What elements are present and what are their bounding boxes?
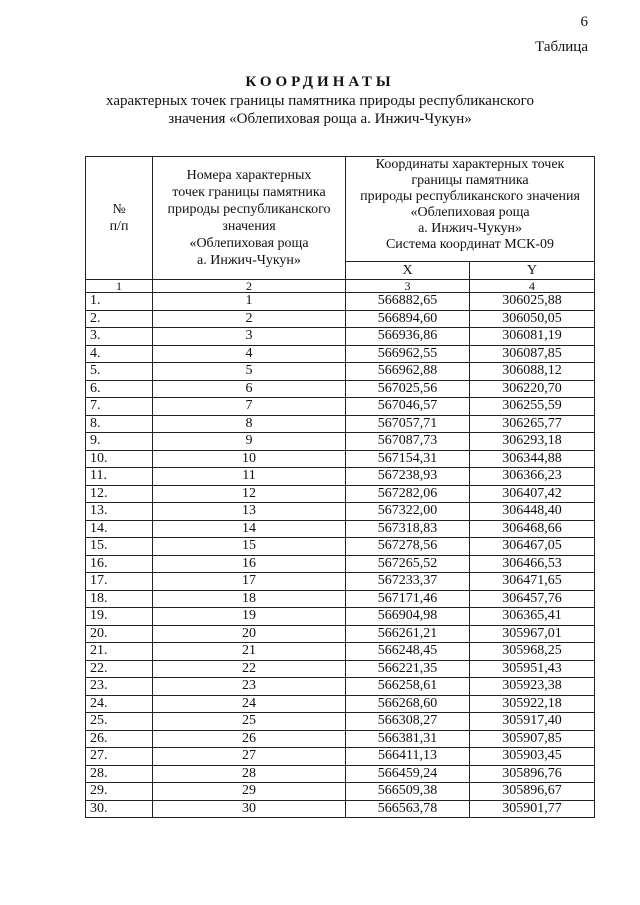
point-number-cell: 3 [153, 328, 346, 346]
y-coordinate-cell: 306081,19 [470, 328, 595, 346]
point-number-cell: 16 [153, 555, 346, 573]
y-coordinate-cell: 305922,18 [470, 695, 595, 713]
point-number-cell: 7 [153, 398, 346, 416]
point-number-cell: 24 [153, 695, 346, 713]
y-coordinate-cell: 305901,77 [470, 800, 595, 818]
point-number-cell: 6 [153, 380, 346, 398]
table-row [86, 695, 595, 713]
point-number-cell: 12 [153, 485, 346, 503]
row-number-cell: 15. [86, 538, 153, 556]
point-number-cell: 8 [153, 415, 346, 433]
y-coordinate-cell: 306366,23 [470, 468, 595, 486]
table-row [86, 800, 595, 818]
y-coordinate-cell: 306255,59 [470, 398, 595, 416]
x-coordinate-cell: 566258,61 [346, 678, 470, 696]
column-index-1: 1 [86, 280, 153, 293]
x-coordinate-cell: 567322,00 [346, 503, 470, 521]
point-number-cell: 2 [153, 310, 346, 328]
x-coordinate-cell: 567238,93 [346, 468, 470, 486]
y-coordinate-cell: 306467,05 [470, 538, 595, 556]
point-number-cell: 1 [153, 293, 346, 311]
point-number-cell: 28 [153, 765, 346, 783]
point-number-cell: 26 [153, 730, 346, 748]
point-number-cell: 22 [153, 660, 346, 678]
row-number-cell: 5. [86, 363, 153, 381]
table-row [86, 520, 595, 538]
y-coordinate-cell: 306468,66 [470, 520, 595, 538]
y-coordinate-cell: 306407,42 [470, 485, 595, 503]
table-row [86, 345, 595, 363]
row-number-cell: 28. [86, 765, 153, 783]
row-number-cell: 7. [86, 398, 153, 416]
y-coordinate-cell: 306265,77 [470, 415, 595, 433]
table-row [86, 555, 595, 573]
table-body [86, 293, 595, 818]
x-coordinate-cell: 566904,98 [346, 608, 470, 626]
x-coordinate-cell: 566962,55 [346, 345, 470, 363]
table-row [86, 380, 595, 398]
table-row [86, 293, 595, 311]
table-row [86, 608, 595, 626]
y-coordinate-cell: 305907,85 [470, 730, 595, 748]
point-number-cell: 29 [153, 783, 346, 801]
row-number-cell: 2. [86, 310, 153, 328]
y-coordinate-cell: 305917,40 [470, 713, 595, 731]
table-row [86, 415, 595, 433]
table-row [86, 678, 595, 696]
point-number-cell: 13 [153, 503, 346, 521]
table-row [86, 573, 595, 591]
table-label: Таблица [535, 39, 588, 55]
table-row [86, 783, 595, 801]
x-coordinate-cell: 567171,46 [346, 590, 470, 608]
row-number-cell: 6. [86, 380, 153, 398]
table-row [86, 503, 595, 521]
point-number-cell: 11 [153, 468, 346, 486]
y-coordinate-cell: 306365,41 [470, 608, 595, 626]
row-number-cell: 26. [86, 730, 153, 748]
y-coordinate-cell: 306466,53 [470, 555, 595, 573]
coordinates-table [85, 156, 595, 818]
row-number-cell: 25. [86, 713, 153, 731]
x-coordinate-cell: 567154,31 [346, 450, 470, 468]
row-number-cell: 18. [86, 590, 153, 608]
header-x: X [346, 262, 470, 280]
y-coordinate-cell: 306025,88 [470, 293, 595, 311]
row-number-cell: 9. [86, 433, 153, 451]
y-coordinate-cell: 305896,76 [470, 765, 595, 783]
row-number-cell: 23. [86, 678, 153, 696]
table-row [86, 643, 595, 661]
x-coordinate-cell: 567025,56 [346, 380, 470, 398]
table-row [86, 713, 595, 731]
point-number-cell: 14 [153, 520, 346, 538]
table-row [86, 730, 595, 748]
row-number-cell: 17. [86, 573, 153, 591]
point-number-cell: 15 [153, 538, 346, 556]
y-coordinate-cell: 306088,12 [470, 363, 595, 381]
table-row [86, 363, 595, 381]
x-coordinate-cell: 567233,37 [346, 573, 470, 591]
row-number-cell: 16. [86, 555, 153, 573]
x-coordinate-cell: 566381,31 [346, 730, 470, 748]
y-coordinate-cell: 305896,67 [470, 783, 595, 801]
row-number-cell: 22. [86, 660, 153, 678]
x-coordinate-cell: 566962,88 [346, 363, 470, 381]
y-coordinate-cell: 306471,65 [470, 573, 595, 591]
point-number-cell: 30 [153, 800, 346, 818]
column-index-4: 4 [470, 280, 595, 293]
y-coordinate-cell: 305968,25 [470, 643, 595, 661]
x-coordinate-cell: 566894,60 [346, 310, 470, 328]
point-number-cell: 10 [153, 450, 346, 468]
x-coordinate-cell: 566261,21 [346, 625, 470, 643]
row-number-cell: 12. [86, 485, 153, 503]
row-number-cell: 30. [86, 800, 153, 818]
y-coordinate-cell: 306220,70 [470, 380, 595, 398]
x-coordinate-cell: 566563,78 [346, 800, 470, 818]
row-number-cell: 3. [86, 328, 153, 346]
y-coordinate-cell: 305923,38 [470, 678, 595, 696]
table-row [86, 398, 595, 416]
table-row [86, 328, 595, 346]
x-coordinate-cell: 566221,35 [346, 660, 470, 678]
x-coordinate-cell: 567265,52 [346, 555, 470, 573]
row-number-cell: 21. [86, 643, 153, 661]
y-coordinate-cell: 306087,85 [470, 345, 595, 363]
x-coordinate-cell: 566411,13 [346, 748, 470, 766]
point-number-cell: 27 [153, 748, 346, 766]
point-number-cell: 5 [153, 363, 346, 381]
x-coordinate-cell: 566248,45 [346, 643, 470, 661]
table-row [86, 765, 595, 783]
row-number-cell: 8. [86, 415, 153, 433]
table-row [86, 538, 595, 556]
x-coordinate-cell: 567318,83 [346, 520, 470, 538]
x-coordinate-cell: 566268,60 [346, 695, 470, 713]
table-row [86, 625, 595, 643]
point-number-cell: 21 [153, 643, 346, 661]
x-coordinate-cell: 566936,86 [346, 328, 470, 346]
row-number-cell: 13. [86, 503, 153, 521]
row-number-cell: 1. [86, 293, 153, 311]
row-number-cell: 11. [86, 468, 153, 486]
point-number-cell: 19 [153, 608, 346, 626]
x-coordinate-cell: 566509,38 [346, 783, 470, 801]
y-coordinate-cell: 306344,88 [470, 450, 595, 468]
column-index-2: 2 [153, 280, 346, 293]
y-coordinate-cell: 305967,01 [470, 625, 595, 643]
x-coordinate-cell: 567278,56 [346, 538, 470, 556]
point-number-cell: 20 [153, 625, 346, 643]
table-row [86, 468, 595, 486]
row-number-cell: 19. [86, 608, 153, 626]
x-coordinate-cell: 567046,57 [346, 398, 470, 416]
y-coordinate-cell: 306050,05 [470, 310, 595, 328]
y-coordinate-cell: 305903,45 [470, 748, 595, 766]
page-number: 6 [580, 14, 588, 30]
y-coordinate-cell: 306457,76 [470, 590, 595, 608]
table-row [86, 660, 595, 678]
point-number-cell: 18 [153, 590, 346, 608]
y-coordinate-cell: 306293,18 [470, 433, 595, 451]
column-index-3: 3 [346, 280, 470, 293]
row-number-cell: 10. [86, 450, 153, 468]
row-number-cell: 14. [86, 520, 153, 538]
document-title: КООРДИНАТЫ [245, 74, 395, 90]
y-coordinate-cell: 305951,43 [470, 660, 595, 678]
x-coordinate-cell: 566308,27 [346, 713, 470, 731]
point-number-cell: 17 [153, 573, 346, 591]
x-coordinate-cell: 567282,06 [346, 485, 470, 503]
header-coordinates: Координаты характерных точек границы памятника природы республиканского значения «Облепиховая роща а. Инжич-Чукун» Система координат МСК-09 [346, 157, 595, 262]
x-coordinate-cell: 567087,73 [346, 433, 470, 451]
point-number-cell: 25 [153, 713, 346, 731]
point-number-cell: 9 [153, 433, 346, 451]
table-row [86, 450, 595, 468]
table-row [86, 485, 595, 503]
row-number-cell: 24. [86, 695, 153, 713]
row-number-cell: 20. [86, 625, 153, 643]
row-number-cell: 29. [86, 783, 153, 801]
table-row [86, 590, 595, 608]
x-coordinate-cell: 567057,71 [346, 415, 470, 433]
row-number-cell: 27. [86, 748, 153, 766]
point-number-cell: 23 [153, 678, 346, 696]
header-number: № п/п [86, 157, 153, 280]
table-row [86, 433, 595, 451]
header-point-number: Номера характерных точек границы памятника природы республиканского значения «Облепиховая роща а. Инжич-Чукун» [153, 157, 346, 280]
x-coordinate-cell: 566882,65 [346, 293, 470, 311]
header-y: Y [470, 262, 595, 280]
y-coordinate-cell: 306448,40 [470, 503, 595, 521]
table-row [86, 748, 595, 766]
point-number-cell: 4 [153, 345, 346, 363]
row-number-cell: 4. [86, 345, 153, 363]
document-subtitle: характерных точек границы памятника природы республиканского значения «Облепиховая роща а. Инжич-Чукун» [106, 93, 534, 127]
x-coordinate-cell: 566459,24 [346, 765, 470, 783]
table-row [86, 310, 595, 328]
